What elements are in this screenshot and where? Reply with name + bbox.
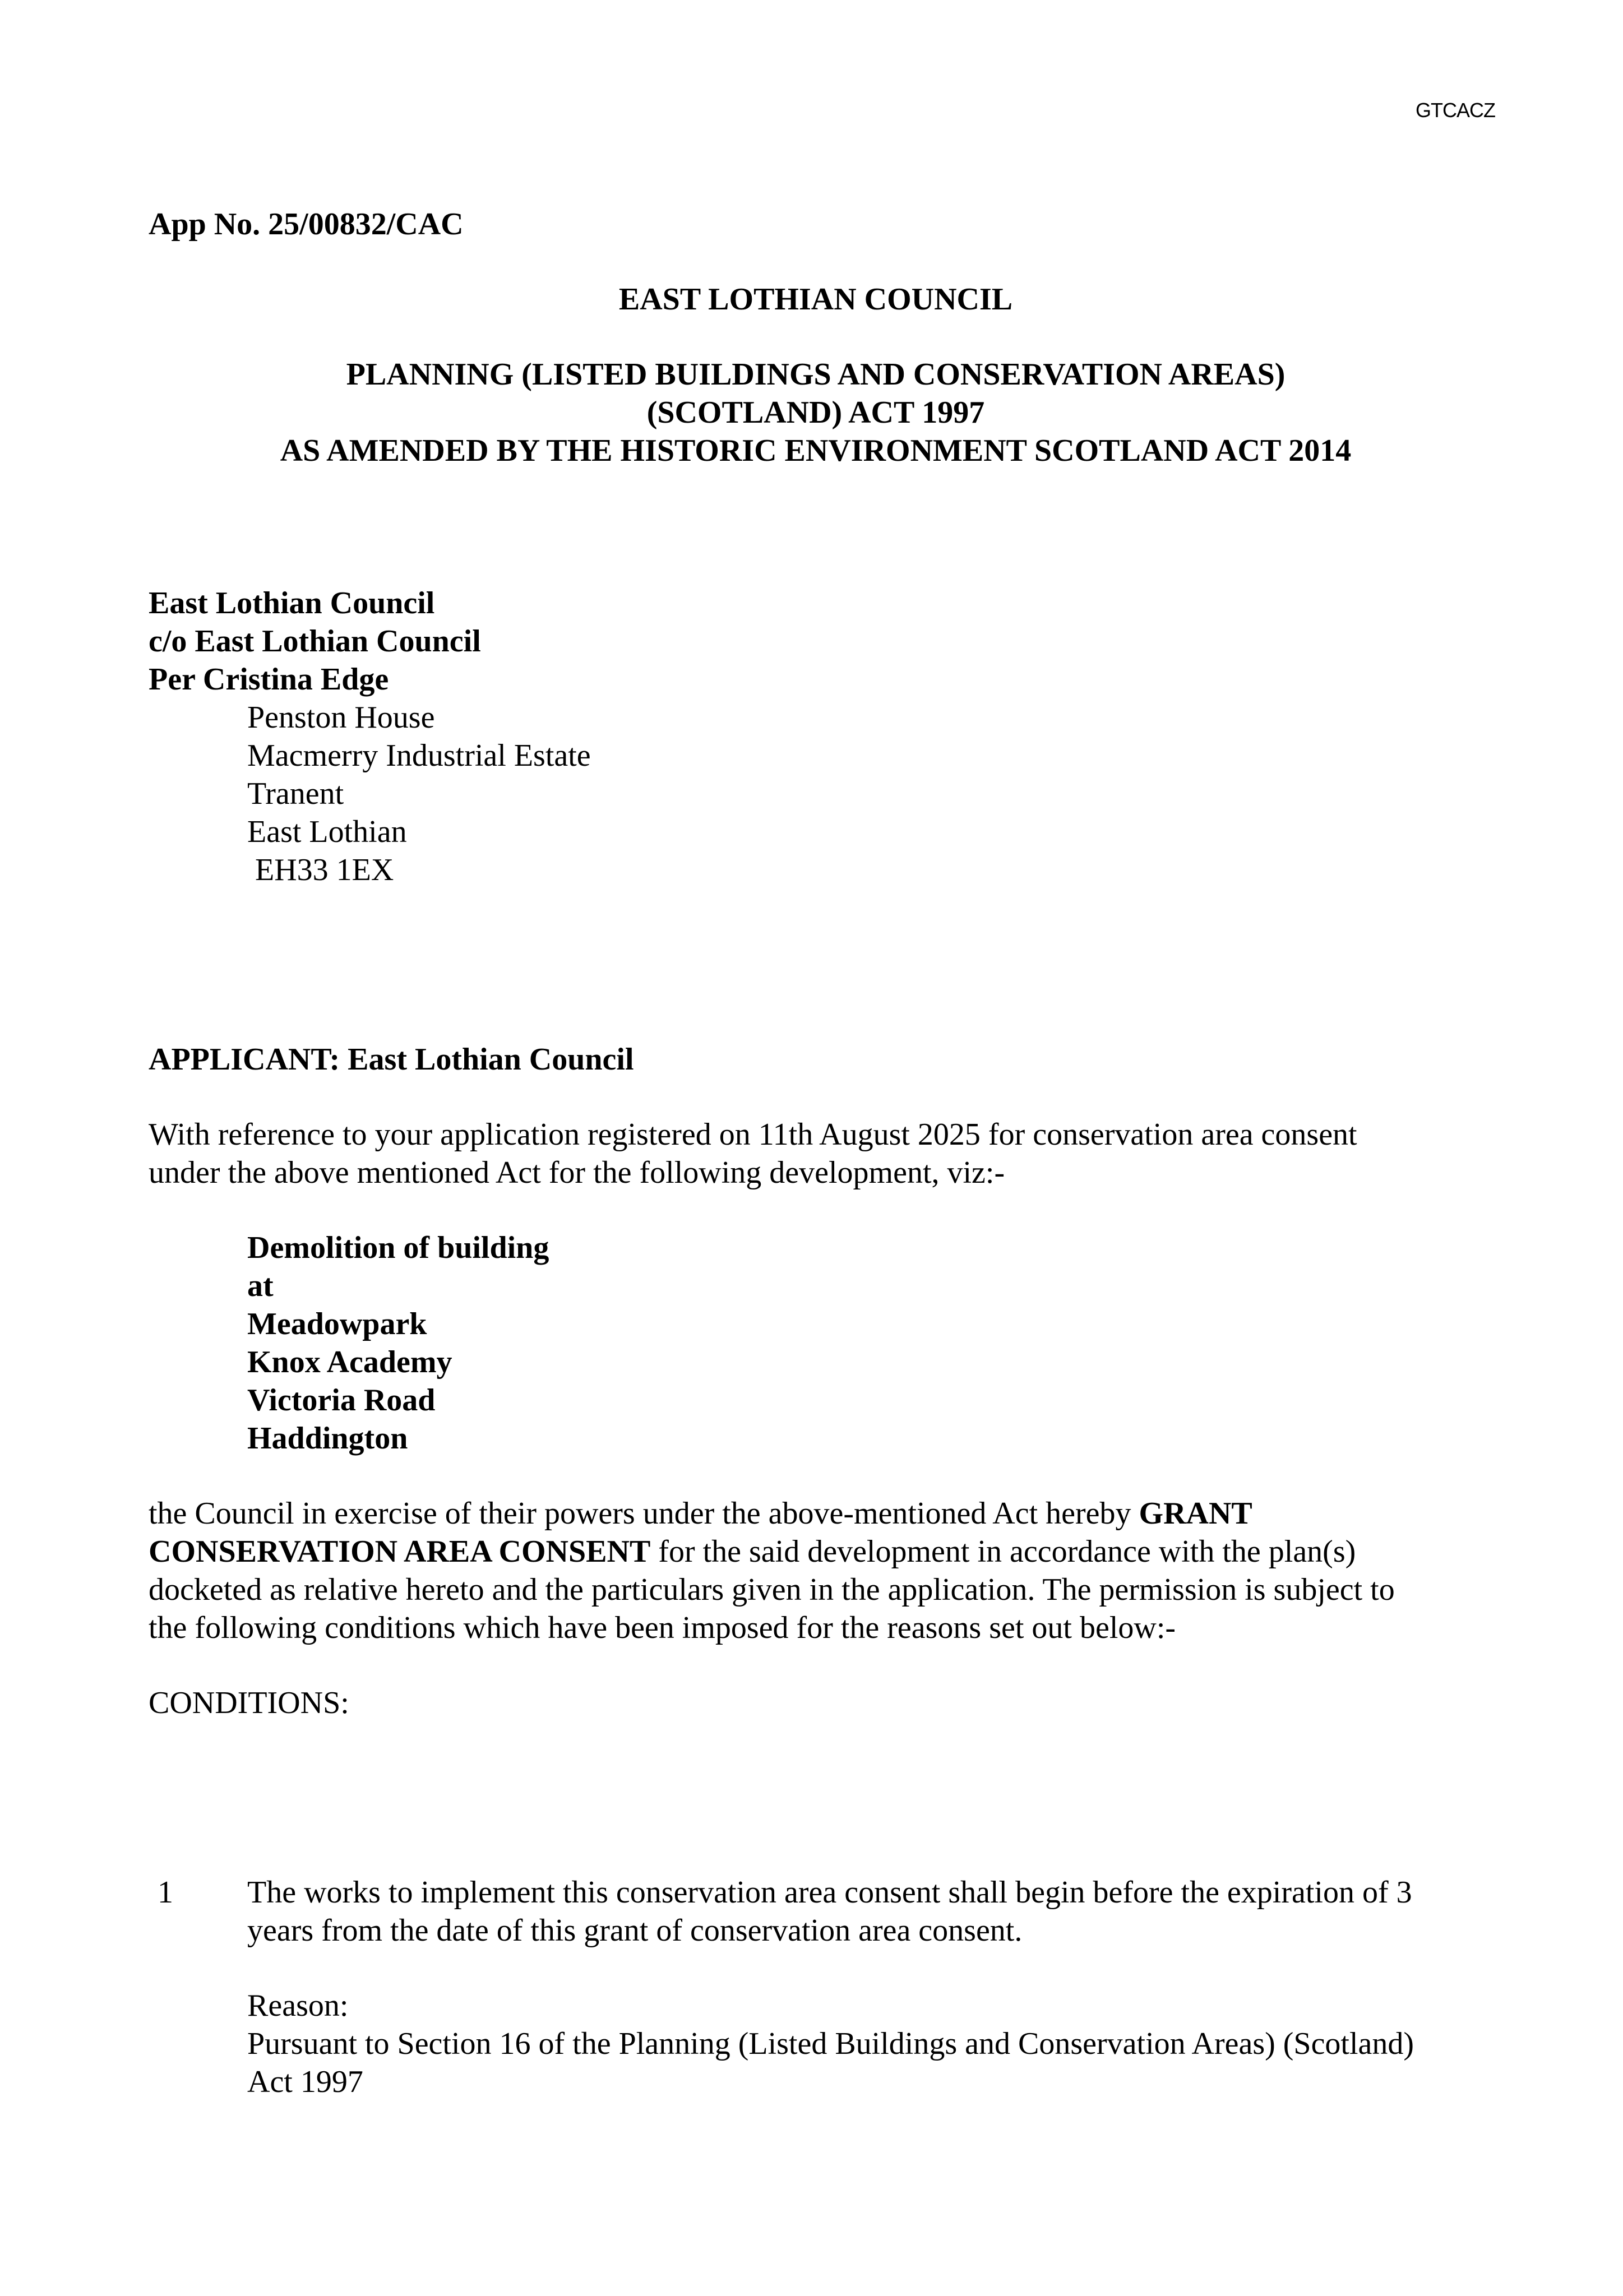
development-line: at [247, 1269, 274, 1303]
reference-paragraph [149, 1115, 1483, 1192]
consent-type: CONSERVATION AREA CONSENT [149, 1534, 651, 1569]
addressee-block [149, 584, 1483, 889]
development-line: Meadowpark [247, 1307, 427, 1341]
grant-line2-text: for the said development in accordance with the plan(s) [650, 1534, 1356, 1569]
act-heading [149, 355, 1483, 470]
address-line: East Lothian [247, 814, 407, 849]
addressee-name-line: Per Cristina Edge [149, 662, 389, 697]
condition-text-line: years from the date of this grant of conservation area consent. [247, 1913, 1023, 1948]
act-heading-line: (SCOTLAND) ACT 1997 [646, 395, 985, 430]
conditions-heading: CONDITIONS: [149, 1686, 349, 1720]
condition-number: 1 [158, 1875, 173, 1910]
grant-paragraph [149, 1494, 1483, 1647]
addressee-name-line: c/o East Lothian Council [149, 624, 481, 659]
document-reference-code: GTCACZ [1416, 99, 1495, 122]
condition-reason [247, 1987, 1483, 2101]
addressee-name-line: East Lothian Council [149, 586, 435, 621]
address-postcode: EH33 1EX [247, 853, 394, 887]
grant-keyword: GRANT [1139, 1496, 1252, 1531]
act-heading-line: AS AMENDED BY THE HISTORIC ENVIRONMENT SCOTLAND ACT 2014 [280, 433, 1352, 468]
council-title: EAST LOTHIAN COUNCIL [618, 282, 1013, 317]
grant-line1-text: the Council in exercise of their powers under the above-mentioned Act hereby [149, 1496, 1139, 1531]
document-body [149, 205, 1483, 2101]
grant-paragraph-line [149, 1533, 1483, 1571]
development-line: Demolition of building [247, 1230, 549, 1265]
grant-paragraph-line [149, 1494, 1483, 1533]
development-line: Victoria Road [247, 1383, 436, 1418]
act-heading-line: PLANNING (LISTED BUILDINGS AND CONSERVATION AREAS) [346, 357, 1286, 392]
development-line: Knox Academy [247, 1345, 452, 1380]
applicant-line: APPLICANT: East Lothian Council [149, 1042, 634, 1077]
address-lines [149, 698, 1483, 889]
application-number: App No. 25/00832/CAC [149, 207, 464, 242]
grant-paragraph-line: docketed as relative hereto and the particulars given in the application. The permission is subject to [149, 1572, 1395, 1607]
reason-label: Reason: [247, 1988, 349, 2023]
development-line: Haddington [247, 1421, 408, 1456]
development-description [149, 1229, 1483, 1457]
reason-text-line: Pursuant to Section 16 of the Planning (Listed Buildings and Conservation Areas) (Scotland) [247, 2026, 1414, 2061]
address-line: Macmerry Industrial Estate [247, 738, 591, 773]
address-line: Penston House [247, 700, 435, 735]
condition-text-line: The works to implement this conservation area consent shall begin before the expiration of 3 [247, 1875, 1412, 1910]
grant-paragraph-line: the following conditions which have been imposed for the reasons set out below:- [149, 1610, 1176, 1645]
reference-paragraph-line: under the above mentioned Act for the following development, viz:- [149, 1155, 1005, 1190]
condition-text [247, 1873, 1483, 1950]
reference-paragraph-line: With reference to your application registered on 11th August 2025 for conservation area consent [149, 1117, 1357, 1152]
condition-item [149, 1873, 1483, 2101]
reason-text-line: Act 1997 [247, 2064, 363, 2099]
address-line: Tranent [247, 776, 344, 811]
